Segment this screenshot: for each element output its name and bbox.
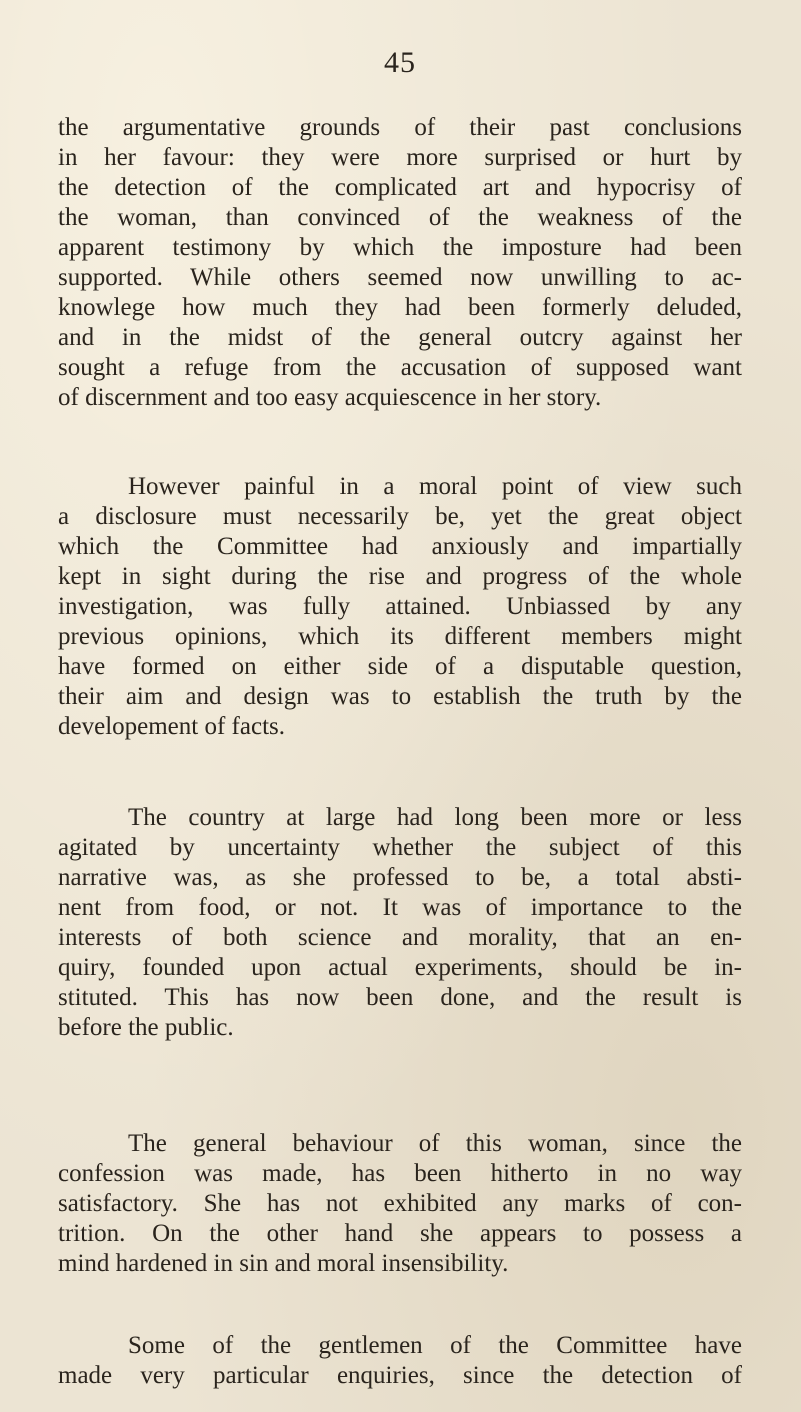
text-line: Some of the gentlemen of the Committee have [128, 1332, 742, 1359]
page-number: 45 [384, 46, 416, 79]
paragraph [58, 1331, 742, 1391]
text-line: a disclosure must necessarily be, yet the great object [58, 503, 742, 530]
text-line: narrative was, as she professed to be, a total absti- [58, 864, 742, 891]
text-line: made very particular enquiries, since the detection of [58, 1362, 742, 1389]
text-line: nent from food, or not. It was of importance to the [58, 894, 742, 921]
text-line: have formed on either side of a disputable question, [58, 653, 742, 680]
paragraph [58, 803, 742, 1043]
paragraph [58, 113, 742, 413]
text-line: The country at large had long been more or less [128, 804, 742, 831]
paragraph [58, 1129, 742, 1279]
text-line: the woman, than convinced of the weakness of the [58, 204, 742, 231]
text-line: confession was made, has been hitherto in no way [58, 1160, 742, 1187]
text-line: the detection of the complicated art and hypocrisy of [58, 174, 742, 201]
text-line: the argumentative grounds of their past conclusions [58, 114, 742, 141]
text-line: The general behaviour of this woman, since the [128, 1130, 742, 1157]
text-line: and in the midst of the general outcry against her [58, 324, 742, 351]
paragraph [58, 472, 742, 742]
text-line: quiry, founded upon actual experiments, should be in- [58, 954, 742, 981]
text-line: knowlege how much they had been formerly deluded, [58, 294, 742, 321]
text-line: supported. While others seemed now unwilling to ac- [58, 264, 742, 291]
text-line: kept in sight during the rise and progress of the whole [58, 563, 742, 590]
text-line: trition. On the other hand she appears to possess a [58, 1220, 742, 1247]
text-line: interests of both science and morality, that an en- [58, 924, 742, 951]
text-line: sought a refuge from the accusation of supposed want [58, 354, 742, 381]
text-line: agitated by uncertainty whether the subject of this [58, 834, 742, 861]
text-line: investigation, was fully attained. Unbiassed by any [58, 593, 742, 620]
text-line: their aim and design was to establish the truth by the [58, 683, 742, 710]
text-line: of discernment and too easy acquiescence in her story. [58, 384, 602, 411]
text-line: mind hardened in sin and moral insensibility. [58, 1250, 509, 1277]
text-line: in her favour: they were more surprised or hurt by [58, 144, 742, 171]
text-line: before the public. [58, 1014, 234, 1041]
text-line: satisfactory. She has not exhibited any marks of con- [58, 1190, 742, 1217]
text-line: stituted. This has now been done, and the result is [58, 984, 742, 1011]
text-line: previous opinions, which its different members might [58, 623, 742, 650]
text-line: However painful in a moral point of view such [128, 473, 742, 500]
text-line: which the Committee had anxiously and impartially [58, 533, 742, 560]
text-line: apparent testimony by which the imposture had been [58, 234, 742, 261]
text-line: developement of facts. [58, 713, 285, 740]
